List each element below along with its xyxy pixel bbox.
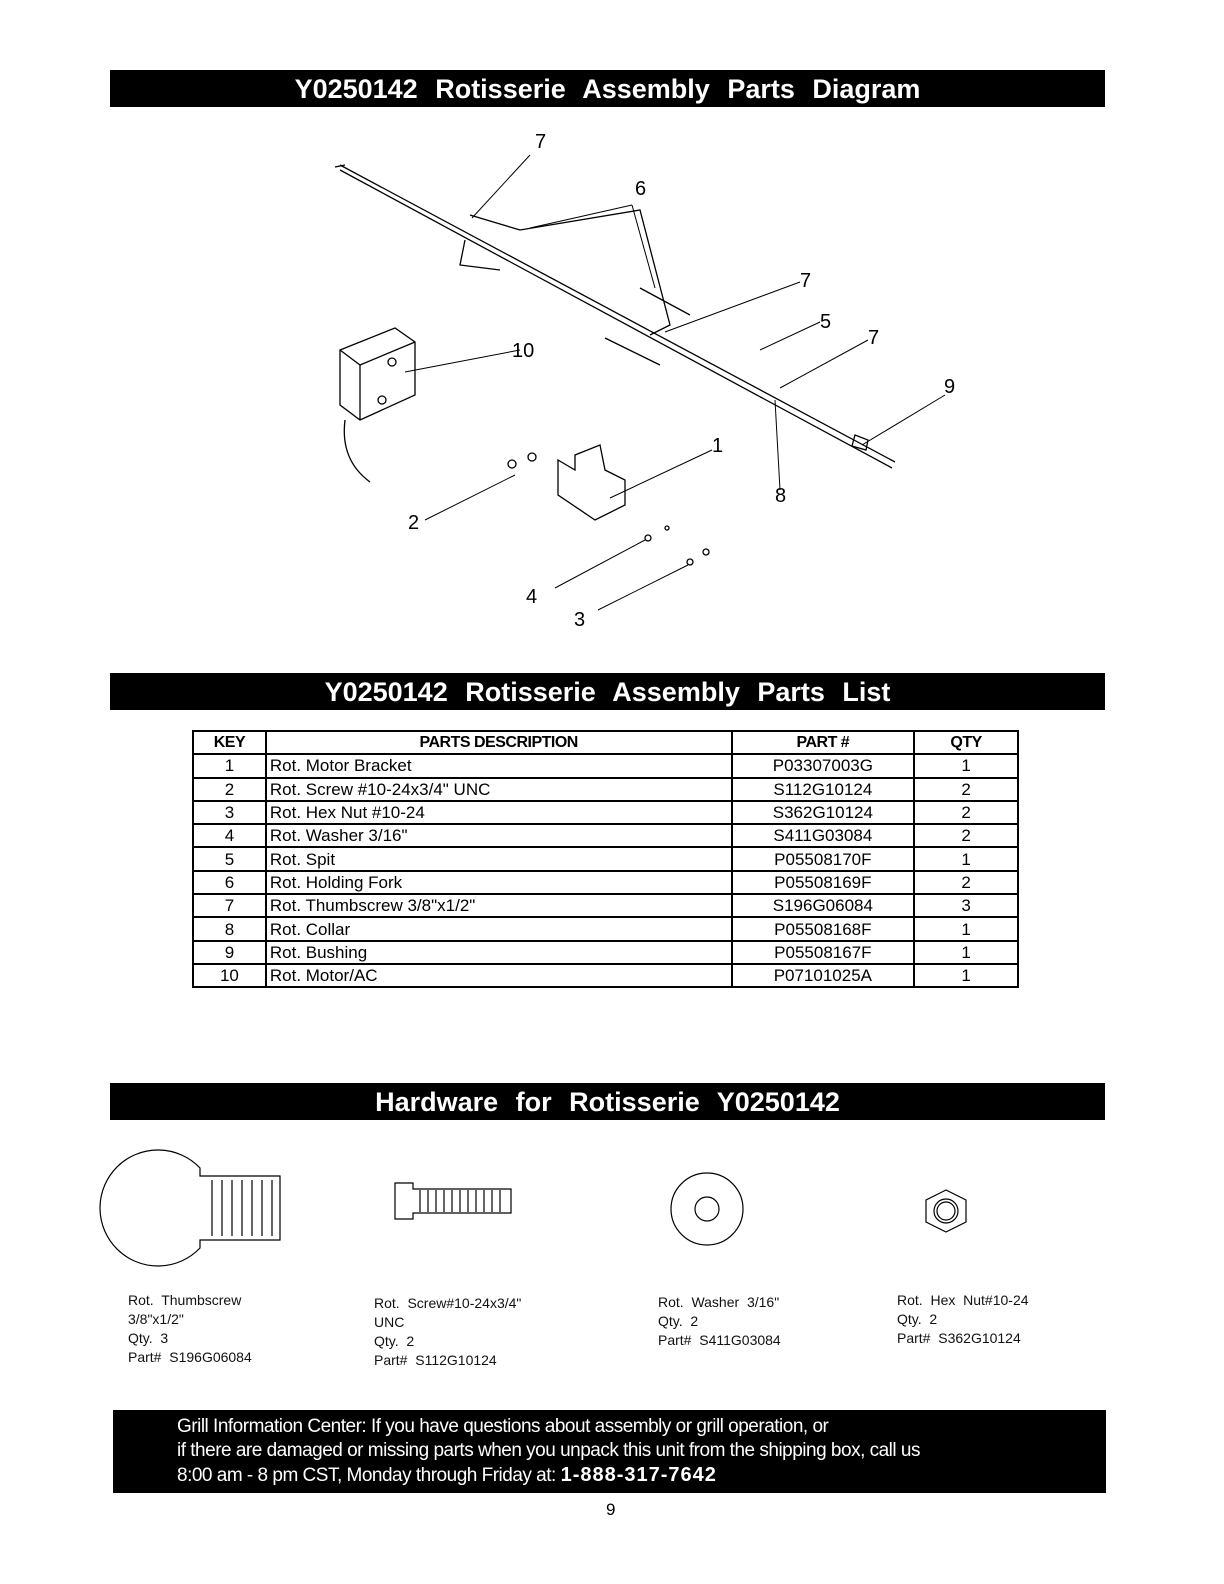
cell-key: 4 [193,824,266,847]
table-row [193,941,1018,964]
table-row [193,778,1018,801]
grill-info-footer [113,1410,1106,1493]
hardware-item-thumbscrew [128,1291,252,1367]
hw-line: Part# S196G06084 [128,1349,252,1365]
hardware-title: Hardware for Rotisserie Y0250142 [110,1083,1105,1120]
hw-line: Part# S362G10124 [897,1330,1021,1346]
callout-2: 2 [408,512,420,534]
cell-description: Rot. Holding Fork [266,871,732,894]
cell-description: Rot. Thumbscrew 3/8"x1/2" [266,894,732,917]
cell-qty: 2 [914,871,1018,894]
diagram-title: Y0250142 Rotisserie Assembly Parts Diagram [110,70,1105,107]
cell-part-number: S196G06084 [732,894,915,917]
cell-key: 10 [193,964,266,987]
cell-part-number: P05508169F [732,871,915,894]
callout-7a: 7 [535,131,547,153]
parts-table [192,730,1019,988]
cell-key: 5 [193,847,266,870]
page-number: 9 [606,1500,616,1519]
parts-diagram [0,110,1224,670]
cell-key: 7 [193,894,266,917]
cell-part-number: P05508170F [732,847,915,870]
callout-5: 5 [820,311,832,333]
cell-description: Rot. Screw #10-24x3/4" UNC [266,778,732,801]
cell-qty: 3 [914,894,1018,917]
table-row [193,801,1018,824]
header-qty: QTY [914,731,1018,754]
cell-key: 8 [193,917,266,940]
callout-3: 3 [574,609,586,631]
thumbscrew-icon [100,1150,280,1266]
cell-key: 3 [193,801,266,824]
motor-drawing [340,328,415,482]
callout-8: 8 [775,485,787,507]
cell-description: Rot. Collar [266,917,732,940]
cell-part-number: S112G10124 [732,778,915,801]
cell-qty: 2 [914,801,1018,824]
cell-part-number: S362G10124 [732,801,915,824]
cell-key: 2 [193,778,266,801]
cell-description: Rot. Spit [266,847,732,870]
fork-drawing [460,210,690,365]
callout-7c: 7 [868,327,880,349]
callout-7b: 7 [800,270,812,292]
hw-line: Rot. Hex Nut#10-24 [897,1292,1029,1308]
header-part-number: PART # [732,731,915,754]
header-description: PARTS DESCRIPTION [266,731,732,754]
spit-drawing [335,165,895,468]
table-row [193,917,1018,940]
hw-line: Qty. 2 [374,1333,415,1349]
table-row [193,871,1018,894]
table-row [193,894,1018,917]
cell-part-number: P03307003G [732,754,915,777]
cell-part-number: S411G03084 [732,824,915,847]
callout-6: 6 [635,178,647,200]
footer-line-2: if there are damaged or missing parts when you unpack this unit from the shipping box, call us [177,1440,920,1461]
bracket-drawing [558,445,625,520]
hex-nut-icon [926,1190,966,1232]
hardware-item-screw [374,1294,521,1370]
cell-qty: 1 [914,964,1018,987]
cell-qty: 1 [914,917,1018,940]
cell-part-number: P05508168F [732,917,915,940]
callout-4: 4 [526,586,538,608]
phone-number: 1-888-317-7642 [560,1464,717,1486]
cell-description: Rot. Hex Nut #10-24 [266,801,732,824]
footer-hours: 8:00 am - 8 pm CST, Monday through Friday at: [177,1465,561,1486]
hardware-item-washer [658,1293,781,1350]
cell-qty: 1 [914,754,1018,777]
cell-description: Rot. Washer 3/16" [266,824,732,847]
cell-key: 1 [193,754,266,777]
cell-key: 9 [193,941,266,964]
hw-line: Rot. Thumbscrew [128,1292,242,1308]
hw-line: Part# S112G10124 [374,1352,497,1368]
footer-line-1: Grill Information Center: If you have questions about assembly or grill operation, or [177,1416,829,1437]
callout-9: 9 [944,376,956,398]
hw-line: Qty. 2 [658,1313,699,1329]
cell-qty: 1 [914,941,1018,964]
hw-line: Qty. 3 [128,1330,169,1346]
cell-part-number: P05508167F [732,941,915,964]
header-key: KEY [193,731,266,754]
cell-qty: 2 [914,824,1018,847]
hardware-drawings [0,1140,1224,1270]
hardware-small-drawing [508,453,709,565]
table-row [193,754,1018,777]
hw-line: 3/8"x1/2" [128,1311,184,1327]
cell-key: 6 [193,871,266,894]
screw-icon [395,1183,511,1219]
footer-line-3 [177,1463,1106,1488]
washer-icon [671,1173,743,1245]
hw-line: Part# S411G03084 [658,1332,781,1348]
callout-10: 10 [512,340,535,362]
hardware-item-hex-nut [897,1291,1029,1348]
cell-description: Rot. Motor Bracket [266,754,732,777]
cell-qty: 1 [914,847,1018,870]
hw-line: Rot. Washer 3/16" [658,1294,780,1310]
table-row [193,824,1018,847]
cell-description: Rot. Bushing [266,941,732,964]
cell-description: Rot. Motor/AC [266,964,732,987]
callout-labels [408,131,955,631]
leader-lines [405,155,945,610]
hw-line: UNC [374,1314,405,1330]
hw-line: Rot. Screw#10-24x3/4" [374,1295,522,1311]
hw-line: Qty. 2 [897,1311,938,1327]
callout-1: 1 [712,435,724,457]
parts-list-title: Y0250142 Rotisserie Assembly Parts List [110,673,1105,710]
cell-part-number: P07101025A [732,964,915,987]
table-row [193,847,1018,870]
table-header-row [193,731,1018,754]
cell-qty: 2 [914,778,1018,801]
table-row [193,964,1018,987]
